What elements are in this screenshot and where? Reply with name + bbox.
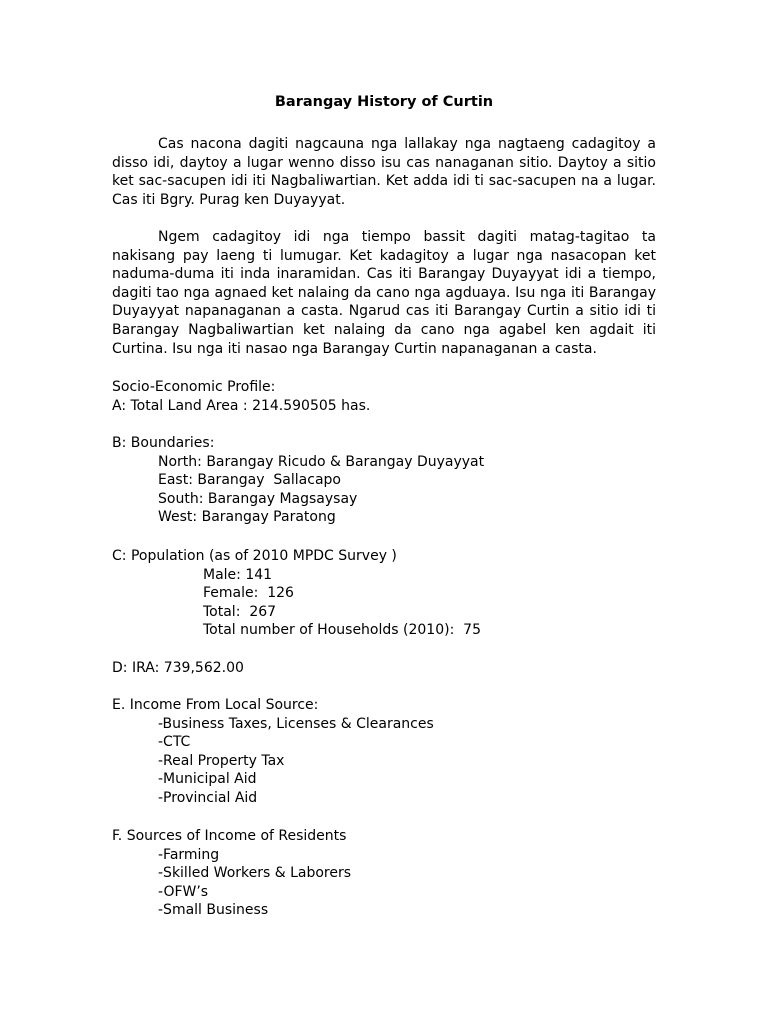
resident-income-heading: F. Sources of Income of Residents [112, 828, 347, 844]
population-female: Female: 126 [203, 585, 294, 602]
history-paragraph-1 [112, 135, 656, 209]
ira-value: D: IRA: 739,562.00 [112, 660, 244, 676]
local-income-item: -CTC [158, 734, 191, 751]
boundary-north: North: Barangay Ricudo & Barangay Duyayyat [158, 453, 485, 470]
resident-income-item: -OFW’s [158, 883, 209, 900]
history-paragraph-2-text: Ngem cadagitoy idi nga tiempo bassit dagiti matag-tagitao ta nakisang pay laeng ti lumugar. Ket kadagitoy a lugar nga nasacopan ket naduma-duma iti inda inaramidan. Cas iti Barangay Duyayyat idi a tiempo, dagiti tao nga agnaed ket nalaing da cano nga agduaya. Isu nga iti Barangay Duyayyat napanaganan a casta. Ngarud cas iti Barangay Curtin a sitio idi ti Barangay Nagbaliwartian ket nalaing da cano nga agabel ken agdait iti Curtina. Isu nga iti nasao nga Barangay Curtin napanaganan a casta. [112, 229, 656, 357]
population-male: Male: 141 [203, 566, 273, 583]
local-income-item: -Municipal Aid [158, 771, 257, 788]
population-section [112, 547, 672, 640]
resident-income-section [112, 827, 672, 920]
boundaries-section [112, 434, 672, 527]
boundary-east: East: Barangay Sallacapo [158, 472, 341, 489]
boundary-south: South: Barangay Magsaysay [158, 490, 358, 507]
resident-income-item: -Farming [158, 846, 220, 863]
population-households: Total number of Households (2010): 75 [203, 622, 481, 639]
ira-section [112, 659, 672, 678]
socio-economic-profile [112, 378, 672, 415]
local-income-item: -Provincial Aid [158, 789, 258, 806]
local-income-item: -Real Property Tax [158, 752, 285, 769]
boundaries-heading: B: Boundaries: [112, 435, 215, 451]
resident-income-item: -Small Business [158, 902, 269, 919]
profile-heading: Socio-Economic Profile: [112, 379, 276, 395]
local-income-item: -Business Taxes, Licenses & Clearances [158, 715, 434, 732]
population-total: Total: 267 [203, 603, 277, 620]
history-paragraph-2 [112, 228, 656, 358]
land-area: A: Total Land Area : 214.590505 has. [112, 397, 371, 414]
document-title: Barangay History of Curtin [274, 94, 494, 110]
local-income-section [112, 696, 672, 808]
local-income-heading: E. Income From Local Source: [112, 697, 319, 713]
population-heading: C: Population (as of 2010 MPDC Survey ) [112, 548, 397, 564]
resident-income-item: -Skilled Workers & Laborers [158, 865, 352, 882]
history-paragraph-1-text: Cas nacona dagiti nagcauna nga lallakay nga nagtaeng cadagitoy a disso idi, daytoy a lugar wenno disso isu cas nanaganan sitio. Daytoy a sitio ket sac-sacupen idi iti Nagbaliwartian. Ket adda idi ti sac-sacupen na a lugar. Cas iti Bgry. Purag ken Duyayyat. [112, 136, 656, 208]
boundary-west: West: Barangay Paratong [158, 509, 336, 526]
